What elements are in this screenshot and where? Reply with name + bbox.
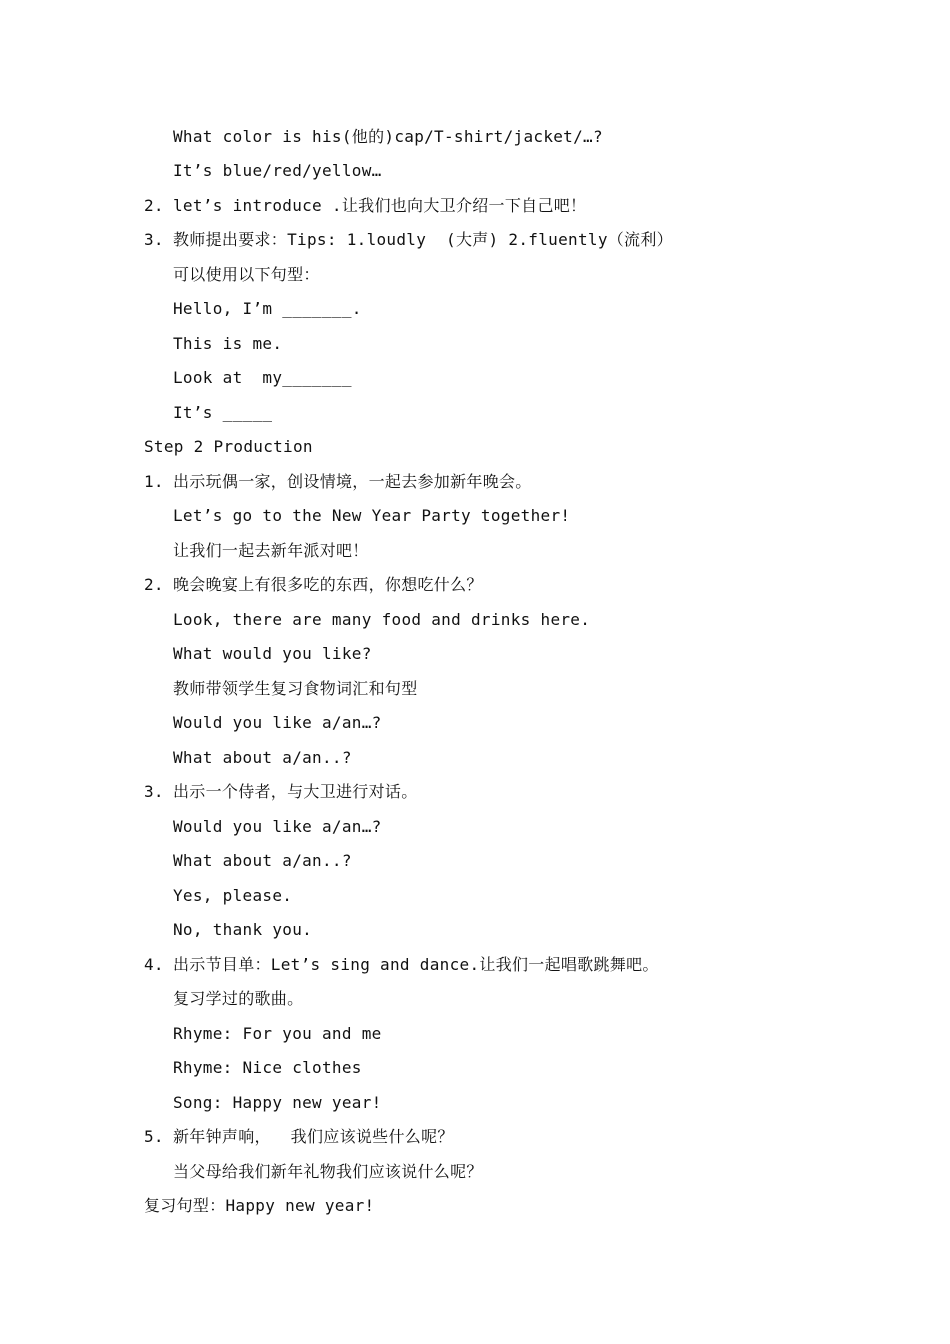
text-line: Rhyme: Nice clothes (173, 1058, 362, 1077)
text-line: 教师带领学生复习食物词汇和句型 (173, 679, 418, 698)
text-line: Hello, I’m _______. (173, 299, 362, 318)
text-line: What would you like? (173, 644, 372, 663)
section-heading: Step 2 Production (144, 437, 313, 456)
text-line: 晚会晚宴上有很多吃的东西，你想吃什么？ (173, 575, 483, 594)
text-line: Look at my_______ (173, 368, 352, 387)
text-line: 复习学过的歌曲。 (173, 989, 304, 1008)
text-line: Would you like a/an…? (173, 817, 382, 836)
text-line: It’s _____ (173, 403, 273, 422)
text-line: Rhyme: For you and me (173, 1024, 382, 1043)
text-line: 教师提出要求：Tips: 1.loudly (大声) 2.fluently（流利） (173, 230, 673, 249)
list-number: 3. (144, 230, 164, 249)
text-line: It’s blue/red/yellow… (173, 161, 382, 180)
text-line: Yes, please. (173, 886, 293, 905)
list-number: 1. (144, 472, 164, 491)
text-line: 新年钟声响， 我们应该说些什么呢？ (173, 1127, 454, 1146)
text-line: 出示一个侍者，与大卫进行对话。 (173, 782, 418, 801)
list-number: 2. (144, 196, 164, 215)
text-line: Song: Happy new year! (173, 1093, 382, 1112)
text-line: Would you like a/an…? (173, 713, 382, 732)
text-line: 出示玩偶一家，创设情境，一起去参加新年晚会。 (173, 472, 532, 491)
text-line: Look, there are many food and drinks here. (173, 610, 591, 629)
text-line: This is me. (173, 334, 283, 353)
text-line: Let’s go to the New Year Party together! (173, 506, 571, 525)
list-number: 2. (144, 575, 164, 594)
list-number: 3. (144, 782, 164, 801)
text-line: 可以使用以下句型： (173, 265, 320, 284)
list-number: 5. (144, 1127, 164, 1146)
list-number: 4. (144, 955, 164, 974)
text-line: No, thank you. (173, 920, 313, 939)
text-line: let’s introduce .让我们也向大卫介绍一下自己吧！ (173, 196, 587, 215)
text-line: 复习句型：Happy new year! (144, 1196, 375, 1215)
text-line: What about a/an..? (173, 748, 352, 767)
text-line: What about a/an..? (173, 851, 352, 870)
text-line: 让我们一起去新年派对吧！ (173, 541, 369, 560)
text-line: 出示节目单：Let’s sing and dance.让我们一起唱歌跳舞吧。 (173, 955, 659, 974)
text-line: 当父母给我们新年礼物我们应该说什么呢？ (173, 1162, 483, 1181)
text-line: What color is his(他的)cap/T-shirt/jacket/…? (173, 127, 603, 146)
